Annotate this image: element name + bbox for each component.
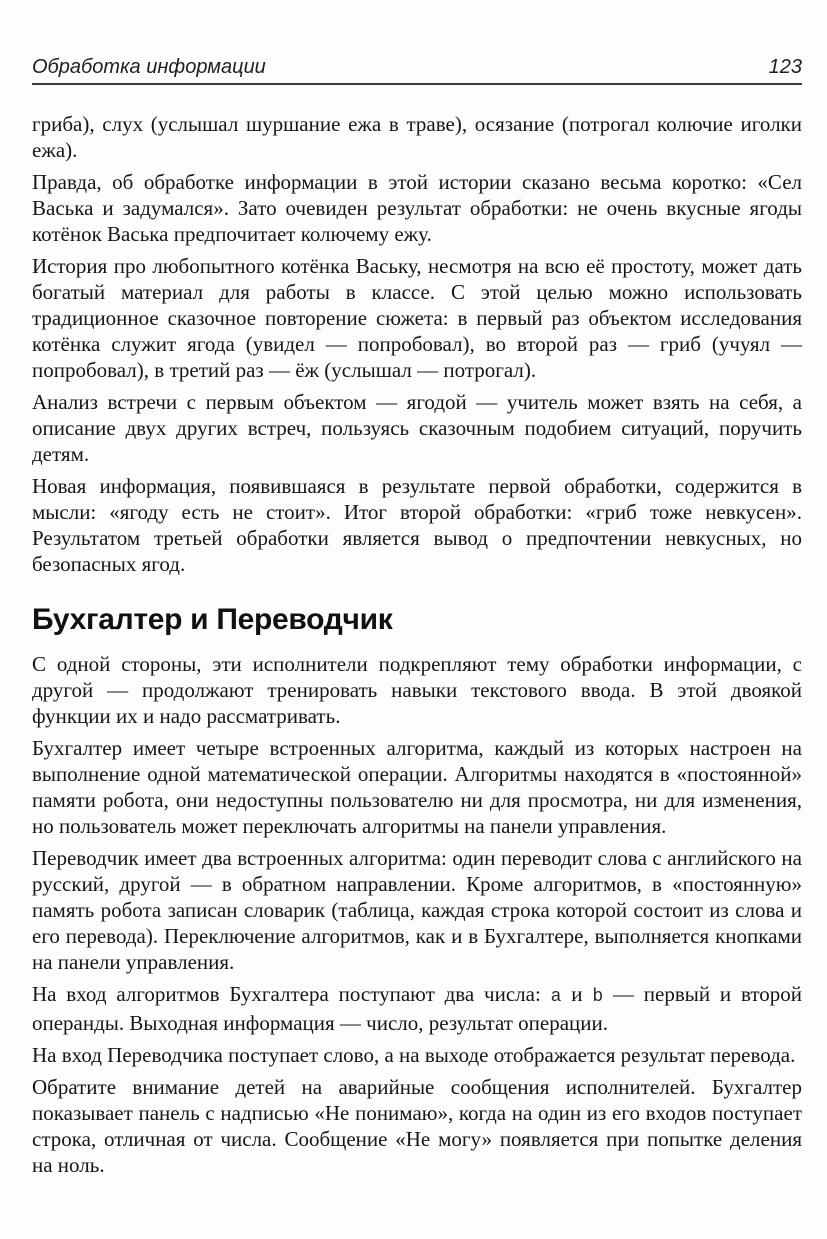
paragraph-istoria: История про любопытного котёнка Ваську, несмотря на всю её простоту, может дать богатый материал для работы в классе. С этой целью можно использовать традиционное сказочное повторение сюжета: в первый раз объектом исследования котёнка служит ягода (увидел — попробовал), во второй раз — гриб (учуял — попробовал), в третий раз — ёж (услышал — потрогал).: [32, 254, 802, 382]
running-title: Обработка информации: [32, 56, 266, 78]
operand-a: a: [550, 987, 562, 1007]
paragraph-s-odnoy-storony: С одной стороны, эти исполнители подкрепляют тему обработки информации, с другой — продолжают тренировать навыки текстового ввода. В этой двоякой функции их и надо рассматривать.: [32, 652, 802, 728]
operands-conjunction: и: [561, 982, 593, 1006]
operands-text-after: — первый и второй операнды. Выходная информация — число, результат операции.: [32, 982, 803, 1035]
paragraph-buhgalter-algoritmy: Бухгалтер имеет четыре встроенных алгоритма, каждый из которых настроен на выполнение одной математической операции. Алгоритмы находятся в «постоянной» памяти робота, они недоступны пользователю ни для просмотра, ни для изменения, но пользователь может переключать алгоритмы на панели управления.: [32, 736, 802, 838]
paragraph-perevodchik-algoritmy: Переводчик имеет два встроенных алгоритма: один переводит слова с английского на русский, другой — в обратном направлении. Кроме алгоритмов, в «постоянную» память робота записан словарик (таблица, каждая строка которой состоит из слова и его перевода). Переключение алгоритмов, как и в Бухгалтере, выполняется кнопками на панели управления.: [32, 846, 802, 974]
page-body: [32, 111, 802, 1178]
paragraph-vhod-perevodchika: На вход Переводчика поступает слово, а на выходе отображается результат перевода.: [32, 1043, 796, 1067]
page-number: 123: [768, 56, 802, 78]
running-header: [32, 56, 802, 79]
section-heading: Бухгалтер и Переводчик: [32, 603, 393, 636]
paragraph-novaya-informacia: Новая информация, появившаяся в результате первой обработки, содержится в мысли: «ягоду есть не стоит». Итог второй обработки: «гриб тоже невкусен». Результатом третьей обработки является вывод о предпочтении невкусных, но безопасных ягод.: [32, 474, 802, 576]
operand-b: b: [592, 987, 604, 1007]
paragraph-analiz: Анализ встречи с первым объектом — ягодой — учитель может взять на себя, а описание двух других встреч, пользуясь сказочным подобием ситуаций, поручить детям.: [32, 390, 802, 466]
paragraph-continuation: гриба), слух (услышал шуршание ежа в траве), осязание (потрогал колючие иголки ежа).: [32, 112, 802, 162]
paragraph-operandy: [32, 981, 802, 1036]
operands-text-before: На вход алгоритмов Бухгалтера поступают два числа:: [32, 982, 551, 1006]
header-rule: [32, 83, 802, 85]
paragraph-avariynye-soobshenia: Обратите внимание детей на аварийные сообщения исполнителей. Бухгалтер показывает панель с надписью «Не понимаю», когда на один из его входов поступает строка, отличная от числа. Сообщение «Не могу» появляется при попытке деления на ноль.: [32, 1075, 802, 1177]
paragraph-pravda: Правда, об обработке информации в этой истории сказано весьма коротко: «Сел Васька и задумался». Зато очевиден результат обработки: не очень вкусные ягоды котёнок Васька предпочитает колючему ежу.: [32, 170, 802, 246]
